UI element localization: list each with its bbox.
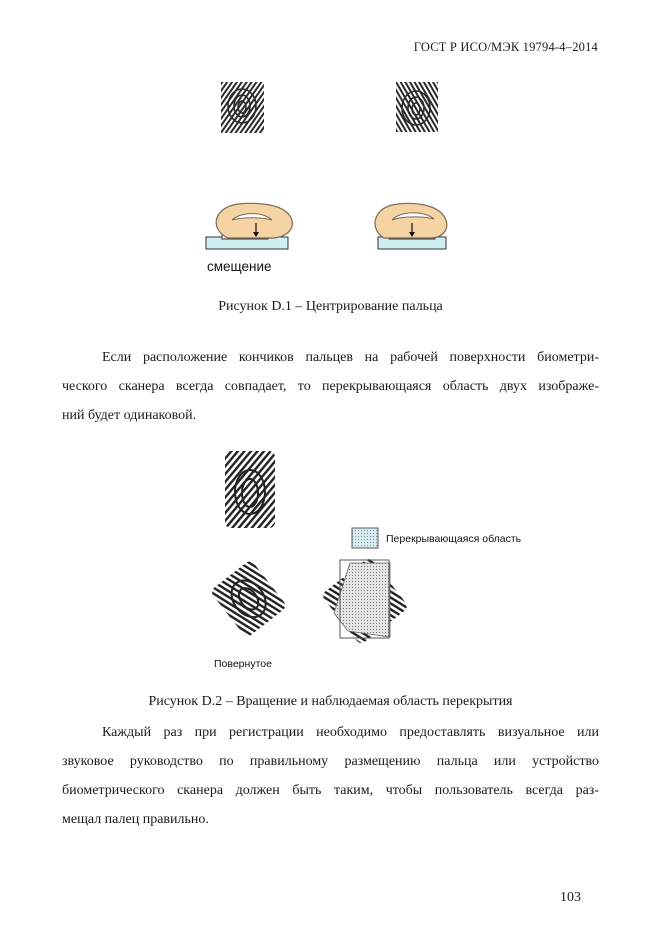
overlap-illustration xyxy=(321,557,409,646)
overlap-legend xyxy=(352,528,522,548)
paragraph-1-line: ческого сканера всегда совпадает, то перекрывающаяся область двух изображе- xyxy=(62,379,599,394)
paragraph-1-line: ний будет одинаковой. xyxy=(62,408,197,423)
paragraph-2-line: Каждый раз при регистрации необходимо предоставлять визуальное или xyxy=(102,725,599,740)
finger-on-sensor-centered xyxy=(375,203,447,249)
fingerprint-rotated-image xyxy=(210,559,288,638)
figure-d2 xyxy=(0,445,661,675)
fingerprint-offset-image xyxy=(221,82,264,133)
document-header: ГОСТ Р ИСО/МЭК 19794-4–2014 xyxy=(413,40,598,54)
figure-d1-caption: Рисунок D.1 – Центрирование пальца xyxy=(218,299,443,314)
overlap-legend-label: Перекрывающаяся область xyxy=(386,533,522,545)
shift-label: смещение xyxy=(207,259,272,274)
figure-d1 xyxy=(0,70,661,285)
figure-d2-caption: Рисунок D.2 – Вращение и наблюдаемая область перекрытия xyxy=(148,694,513,709)
rotated-label: Повернутое xyxy=(214,658,272,670)
paragraph-2 xyxy=(62,718,599,834)
paragraph-1 xyxy=(62,343,599,430)
fingerprint-centered-image xyxy=(396,82,438,132)
paragraph-2-line: мещал палец правильно. xyxy=(62,812,209,827)
overlap-legend-swatch xyxy=(352,528,378,548)
paragraph-2-line: биометрического сканера должен быть таким, чтобы пользователь всегда раз- xyxy=(62,783,599,798)
finger-on-sensor-shifted xyxy=(206,203,292,249)
paragraph-1-line: Если расположение кончиков пальцев на рабочей поверхности биометри- xyxy=(102,350,599,365)
page-number: 103 xyxy=(560,890,581,905)
overlap-area xyxy=(334,563,390,637)
fingerprint-upright-image xyxy=(225,451,275,528)
paragraph-2-line: звуковое руководство по правильному размещению пальца или устройство xyxy=(62,754,599,769)
